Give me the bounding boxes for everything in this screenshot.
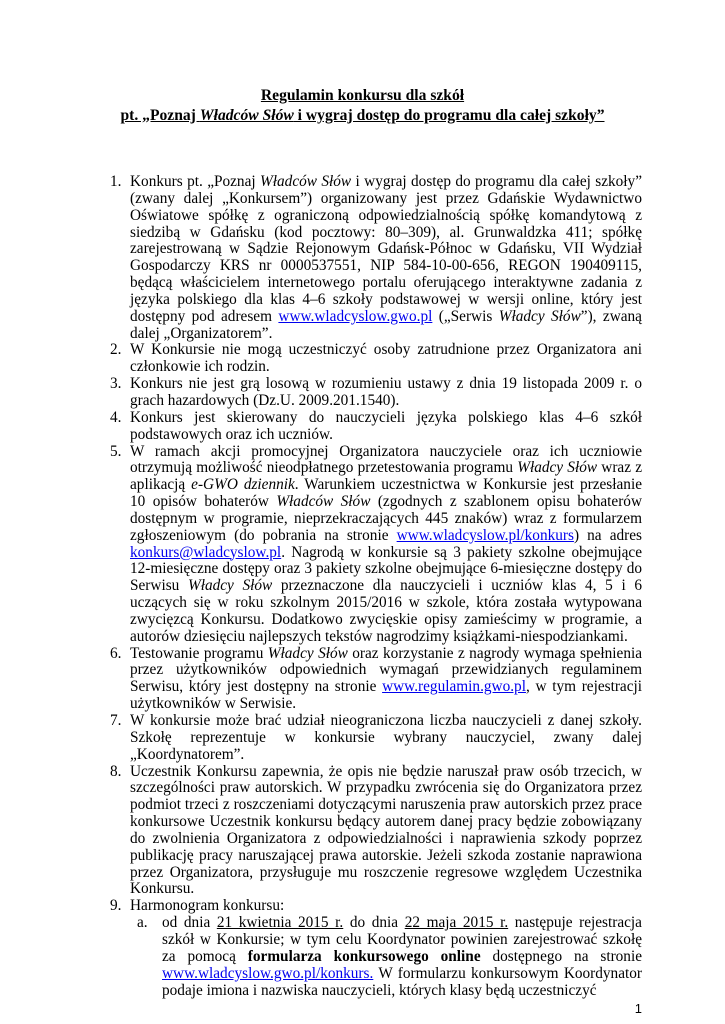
italic-text: Władcy Słów <box>517 459 598 477</box>
text-segment: Konkurs pt. „Poznaj <box>130 173 261 190</box>
text-segment: (zgodnych z szablonem opisu bohaterów dostępnym w programie, nieprzekraczających 445 znaków) wraz z formularzem zgłoszeniowym (do pobrania na stronie <box>130 493 642 544</box>
list-item <box>110 898 642 915</box>
text-segment: oraz korzystanie z nagrody wymaga spełnienia przez użytkowników odpowiednich wymagań przewidzianych regulaminem Serwisu, który jest dostępny na stronie <box>130 644 643 696</box>
list-number: 8. <box>110 762 122 780</box>
list-item <box>110 713 642 764</box>
text-segment: od dnia <box>162 914 217 932</box>
text-segment: wraz z aplikacją <box>130 459 642 494</box>
list-number: 5. <box>110 442 122 460</box>
underlined-text: 21 kwietnia 2015 r. <box>216 914 344 932</box>
text-segment: Konkurs nie jest grą losową w rozumieniu ustawy z dnia 19 listopada 2009 r. o grach hazardowych (Dz.U. 2009.201.1540). <box>130 375 642 409</box>
list-number: 6. <box>110 644 122 662</box>
text-segment: pt. „Poznaj <box>120 107 200 124</box>
text-segment: . Warunkiem uczestnictwa w Konkursie jest przesłanie 10 opisów bohaterów <box>130 476 642 511</box>
text-segment: przeznaczone dla nauczycieli i uczniów klas 4, 5 i 6 uczących się w roku szkolnym 2015/2016 w szkole, która została wytypowana zwycięzcą Konkursu. Dodatkowo zwycięskie opisy zamieścimy w programie, a autorów dziesięciu najlepszych tekstów nagrodzimy książkami-niespodziankami. <box>130 577 642 645</box>
document-title <box>0 86 725 126</box>
link[interactable]: konkurs@wladcyslow.pl <box>130 543 282 561</box>
list-number: 9. <box>110 897 122 915</box>
rules-list <box>110 174 642 1017</box>
text-segment: („Serwis <box>432 307 499 325</box>
text-segment: W ramach akcji promocyjnej Organizatora nauczyciele oraz ich uczniowie otrzymują możliwość nieodpłatnego przetestowania programu <box>130 442 642 477</box>
list-number: 4. <box>110 408 122 426</box>
list-item <box>110 174 642 342</box>
list-number: 3. <box>110 375 122 393</box>
text-segment: i wygraj dostęp do programu dla całej szkoły” (zwany dalej „Konkursem”) organizowany jest przez Gdańskie Wydawnictwo Oświatowe spółkę z ograniczoną odpowiedzialnością spółkę komandytową z siedzibą w Gdańsku (kod pocztowy: 80–309), al. Grunwaldzka 411; spółkę zarejestrowaną w Sądzie Rejonowym Gdańsk-Północ w Gdańsku, VII Wydział Gospodarczy KRS nr 0000537551, NIP 584-10-00-656, REGON 190409115, będącą właścicielem internetowego portalu oferującego interaktywne zadania z języka polskiego dla klas 4–6 szkoły podstawowej w wersji online, który jest dostępny pod adresem <box>130 173 642 325</box>
text-segment: ”), zwaną dalej „Organizatorem”. <box>130 307 642 342</box>
text-segment: Harmonogram konkursu: <box>130 897 285 915</box>
text-segment: i wygraj dostęp do programu dla całej szkoły” <box>293 107 605 124</box>
text-segment: W Konkursie nie mogą uczestniczyć osoby zatrudnione przez Organizatora ani członkowie ich rodzin. <box>130 341 642 376</box>
list-item <box>110 376 642 410</box>
italic-text: Władcy Słów <box>267 644 348 662</box>
list-number: a. <box>137 914 148 932</box>
list-item <box>110 646 642 713</box>
text-segment: ) na adres <box>573 526 642 544</box>
text-segment: Uczestnik Konkursu zapewnia, że opis nie będzie naruszał praw osób trzecich, w szczególności praw autorskich. W przypadku zwrócenia się do Organizatora przez podmiot trzeci z roszczeniami dotyczącymi naruszenia praw autorskich przez prace konkursowe Uczestnik konkursu będący autorem danej pracy będzie zobowiązany do zwolnienia Organizatora z odpowiedzialności i naprawienia szkody poprzez publikację pracy naruszającej prawa autorskie. Jeżeli szkoda zostanie naprawiona przez Organizatora, przysługuje mu roszczenie regresowe względem Uczestnika Konkursu. <box>130 762 642 898</box>
link[interactable]: www.wladcyslow.gwo.pl/konkurs. <box>162 964 374 982</box>
list-item <box>110 444 642 646</box>
list-number: 7. <box>110 712 122 729</box>
underlined-text: 22 maja 2015 r. <box>404 914 509 932</box>
list-number: 1. <box>110 173 122 190</box>
link[interactable]: www.wladcyslow.pl/konkurs <box>396 526 574 544</box>
italic-text: e-GWO dziennik <box>191 476 295 494</box>
italic-text: Władców Słów <box>276 493 371 511</box>
text-segment: Konkurs jest skierowany do nauczycieli języka polskiego klas 4–6 szkół podstawowych oraz ich uczniów. <box>130 408 642 443</box>
text-segment: następuje rejestracja szkół w Konkursie; w tym celu Koordynator powinien zarejestrować szkołę za pomocą <box>162 914 642 965</box>
list-item <box>110 410 642 444</box>
title-line-2 <box>121 107 605 124</box>
bold-text: formularza konkursowego online <box>247 947 481 965</box>
text-segment: . Nagrodą w konkursie są 3 pakiety szkolne obejmujące 12-miesięczne dostępy oraz 3 pakiety szkolne obejmujące 6-miesięczne dostępy do Serwisu <box>130 543 642 595</box>
link[interactable]: www.wladcyslow.gwo.pl <box>278 307 433 325</box>
list-item <box>110 764 642 899</box>
title-line-1: Regulamin konkursu dla szkół <box>260 87 465 104</box>
list-item <box>110 342 642 376</box>
text-segment: dostępnego na stronie <box>480 947 642 965</box>
italic-text: Władcy Słów <box>187 577 273 595</box>
text-segment: Testowanie programu <box>130 644 268 662</box>
text-segment: W formularzu konkursowym Koordynator podaje imiona i nazwiska nauczycieli, których klasy będą uczestniczyć <box>162 964 642 999</box>
page-number: 1 <box>634 1001 642 1017</box>
text-segment: , w tym rejestracji użytkowników w Serwisie. <box>130 678 642 713</box>
italic-text: Władców Słów <box>199 107 294 124</box>
link[interactable]: www.regulamin.gwo.pl <box>382 678 526 696</box>
italic-text: Władcy Słów <box>498 307 581 325</box>
text-segment: W konkursie może brać udział nieograniczona liczba nauczycieli z danej szkoły. Szkołę reprezentuje w konkursie wybrany nauczyciel, zwany dalej „Koordynatorem”. <box>130 712 642 763</box>
italic-text: Władców Słów <box>260 173 352 190</box>
sub-list-item <box>110 915 642 999</box>
text-segment: do dnia <box>343 914 405 932</box>
list-number: 2. <box>110 341 122 359</box>
